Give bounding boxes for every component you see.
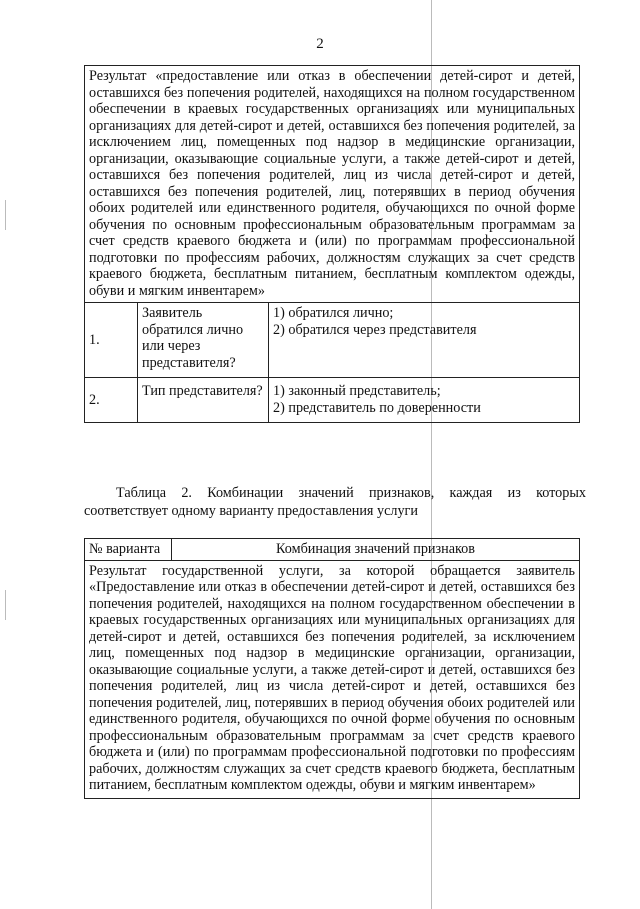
table-row: [85, 303, 580, 378]
table-row: [85, 66, 580, 303]
feature-value: 2) представитель по доверенности: [273, 399, 481, 416]
table2-caption: Таблица 2. Комбинации значений признаков, каждая из которых соответствует одному варианту предоставления услуги: [84, 485, 586, 519]
features-table: [84, 65, 580, 423]
feature-value: 2) обратился через представителя: [273, 321, 477, 338]
variants-table: [84, 538, 580, 799]
table-row: [85, 560, 580, 798]
feature-values-cell: [269, 378, 580, 423]
header-variant-number: № варианта: [85, 539, 172, 561]
scan-artifact-mark: [5, 590, 6, 620]
result-description-cell: Результат государственной услуги, за которой обращается заявитель «Предоставление или отказ в обеспечении детей-сирот и детей, оставшихся без попечения родителей, находящихся на полном государственном обеспечении в краевых государственных организациях или муниципальных организациях для детей-сирот и детей, оставшихся без попечения родителей, за исключением лиц, помещенных под надзор в медицинские организации, организации, оказывающие социальные услуги, а также детей-сирот и детей, оставшихся без попечения родителей, лиц из числа детей-сирот и детей, оставшихся без попечения родителей, лиц, потерявших в период обучения обоих родителей или единственного родителя, обучающихся по очной форме обучения по основным профессиональным образовательным программам за счет средств краевого бюджета и (или) по программам профессиональной подготовки по профессиям рабочих, должностям служащих за счет средств краевого бюджета, бесплатным питанием, бесплатным комплектом одежды, обуви и мягким инвентарем»: [85, 560, 580, 798]
feature-value: 1) законный представитель;: [273, 383, 441, 399]
table-row: [85, 378, 580, 423]
feature-value: 1) обратился лично;: [273, 305, 394, 321]
result-description-cell: Результат «предоставление или отказ в обеспечении детей-сирот и детей, оставшихся без попечения родителей, находящихся на полном государственном обеспечении в краевых государственных организациях или муниципальных организациях для детей-сирот и детей, оставшихся без попечения родителей, за исключением лиц, помещенных под надзор в медицинские организации, организации, оказывающие социальные услуги, а также детей-сирот и детей, оставшихся без попечения родителей, лиц из числа детей-сирот и детей, оставшихся без попечения родителей, лиц, потерявших в период обучения обоих родителей или единственного родителя, обучающихся по очной форме обучения по основным профессиональным образовательным программам за счет средств краевого бюджета и (или) по программам профессиональной подготовки по профессиям рабочих, должностям служащих за счет средств краевого бюджета, бесплатным питанием, бесплатным комплектом одежды, обуви и мягким инвентарем»: [85, 66, 580, 303]
table-header-row: [85, 539, 580, 561]
header-combination: Комбинация значений признаков: [172, 539, 580, 561]
page-number: 2: [316, 36, 324, 52]
row-number-cell: 2.: [85, 378, 138, 423]
scan-artifact-mark: [5, 200, 6, 230]
feature-values-cell: [269, 303, 580, 378]
feature-name-cell: Тип представителя?: [138, 378, 269, 423]
row-number-cell: 1.: [85, 303, 138, 378]
feature-name-cell: Заявитель обратился лично или через представителя?: [138, 303, 269, 378]
